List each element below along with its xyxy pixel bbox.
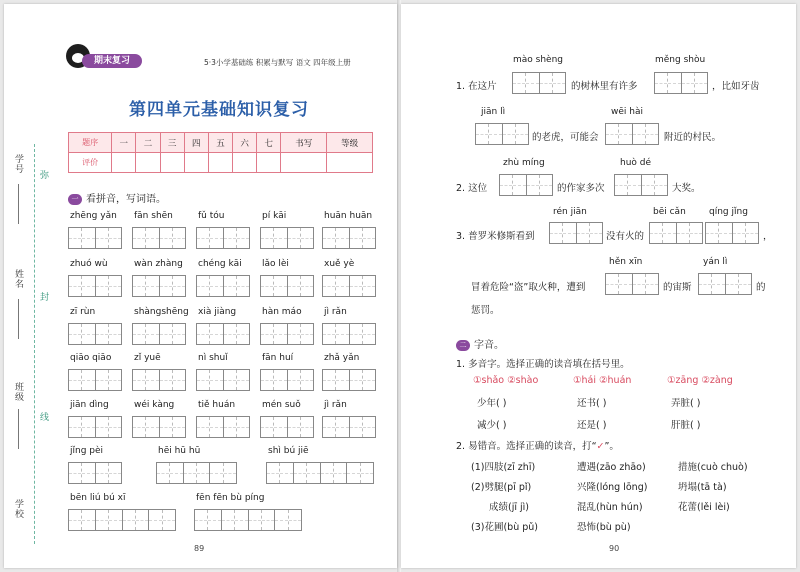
q-prompt-end: ”。 xyxy=(604,441,619,452)
pinyin: jiān dìng xyxy=(70,400,109,410)
polyphone-item[interactable]: 还书( ) xyxy=(577,398,607,409)
pinyin: hēi hū hū xyxy=(158,446,201,456)
polyphone-item[interactable]: 减少( ) xyxy=(477,420,507,431)
table-header-cell: 六 xyxy=(233,133,257,153)
answer-grid[interactable] xyxy=(132,323,186,345)
answer-grid[interactable] xyxy=(68,323,122,345)
pinyin: fān huí xyxy=(262,353,294,363)
section-1-heading xyxy=(68,190,166,205)
table-header-cell: 二 xyxy=(136,133,160,153)
pinyin: wéi kàng xyxy=(134,400,175,410)
section-number: 一 xyxy=(68,194,82,205)
polyphone-item[interactable]: 弄脏( ) xyxy=(671,398,701,409)
section-2-heading xyxy=(456,336,504,351)
pinyin: nì shuǐ xyxy=(198,353,228,363)
pinyin: wàn zhàng xyxy=(134,259,183,269)
check-icon: ✓ xyxy=(596,441,605,452)
pinyin: qiāo qiāo xyxy=(70,353,112,363)
pinyin: mén suǒ xyxy=(262,400,301,410)
strip-label-name: 姓名 xyxy=(13,269,23,289)
table-header-cell: 书写 xyxy=(281,133,327,153)
answer-grid[interactable] xyxy=(68,462,122,484)
answer-grid[interactable] xyxy=(549,222,603,244)
pinyin: zhēng yǎn xyxy=(70,211,117,221)
pronunciation-item[interactable]: 措施(cuò chuò) xyxy=(678,462,748,473)
answer-grid[interactable] xyxy=(614,174,668,196)
question-text: ， xyxy=(763,231,773,242)
question-text: 3. 普罗米修斯看到 xyxy=(456,231,535,242)
answer-grid[interactable] xyxy=(68,369,122,391)
answer-grid[interactable] xyxy=(322,323,376,345)
seal-line xyxy=(34,144,35,544)
pronunciation-item[interactable]: 恐怖(bù pù) xyxy=(577,522,631,533)
answer-grid[interactable] xyxy=(196,416,250,438)
pinyin: bēn liú bú xī xyxy=(70,493,126,503)
question-text: 的树林里有许多 xyxy=(571,81,638,92)
answer-grid[interactable] xyxy=(260,369,314,391)
answer-grid[interactable] xyxy=(260,227,314,249)
answer-grid[interactable] xyxy=(512,72,566,94)
question-text: 没有火的 xyxy=(606,231,645,242)
answer-grid[interactable] xyxy=(260,416,314,438)
pronunciation-item[interactable]: 兴隆(lóng lōng) xyxy=(577,482,648,493)
pinyin: jiān lì xyxy=(481,107,506,117)
reading-options: ①hái ②huán xyxy=(573,375,632,386)
answer-grid[interactable] xyxy=(698,273,752,295)
pinyin: hàn máo xyxy=(262,307,302,317)
polyphone-item[interactable]: 肝脏( ) xyxy=(671,420,701,431)
answer-grid[interactable] xyxy=(132,275,186,297)
question-text: 附近的村民。 xyxy=(664,132,722,143)
pronunciation-item[interactable]: (1)四肢(zī zhī) xyxy=(471,462,536,473)
page-number: 89 xyxy=(194,544,205,553)
section-number: 二 xyxy=(456,340,470,351)
answer-grid[interactable] xyxy=(322,369,376,391)
question-text: 冒着危险“盗”取火种，遭到 xyxy=(471,282,586,293)
answer-grid[interactable] xyxy=(68,275,122,297)
table-header-label: 题序 xyxy=(69,133,112,153)
q-prompt: 2. 易错音。选择正确的读音，打“ xyxy=(456,441,597,452)
pinyin: zǐ yuē xyxy=(134,353,161,363)
answer-grid[interactable] xyxy=(260,275,314,297)
pinyin: fēn fēn bù píng xyxy=(196,493,265,503)
score-cell[interactable] xyxy=(257,153,281,173)
answer-grid[interactable] xyxy=(654,72,708,94)
question-text: 的作家多次 xyxy=(557,183,605,194)
review-badge xyxy=(66,38,144,70)
strip-label-class: 班级 xyxy=(13,382,23,402)
answer-grid[interactable] xyxy=(196,275,250,297)
table-header-cell: 四 xyxy=(184,133,208,153)
pinyin: pí kāi xyxy=(262,211,287,221)
score-cell[interactable] xyxy=(281,153,327,173)
pinyin: zhǎ yǎn xyxy=(324,353,360,363)
pinyin: xià jiàng xyxy=(198,307,237,317)
table-header-cell: 五 xyxy=(208,133,232,153)
pinyin: yán lì xyxy=(703,257,728,267)
answer-grid[interactable] xyxy=(322,227,376,249)
seal-mark-1: 弥 xyxy=(38,170,48,179)
pinyin: zhù míng xyxy=(503,158,545,168)
polyphone-item[interactable]: 还是( ) xyxy=(577,420,607,431)
pinyin: fān shēn xyxy=(134,211,173,221)
answer-grid[interactable] xyxy=(132,227,186,249)
pinyin: huān huān xyxy=(324,211,373,221)
answer-grid[interactable] xyxy=(475,123,529,145)
reading-options: ①zāng ②zàng xyxy=(667,375,733,386)
right-page xyxy=(401,4,796,568)
answer-grid[interactable] xyxy=(194,509,302,531)
section-title: 看拼音，写词语。 xyxy=(86,194,166,205)
question-text: 2. 这位 xyxy=(456,183,488,194)
score-cell[interactable] xyxy=(112,153,136,173)
answer-grid[interactable] xyxy=(605,273,659,295)
table-header-cell: 一 xyxy=(112,133,136,153)
answer-grid[interactable] xyxy=(68,227,122,249)
pinyin: jǐng pèi xyxy=(70,446,104,456)
pinyin: měng shòu xyxy=(655,55,706,65)
question-text: 的 xyxy=(756,282,766,293)
pinyin: bēi cǎn xyxy=(653,207,686,217)
pronunciation-item[interactable]: 遭遇(zāo zhāo) xyxy=(577,462,646,473)
question-text: 1. 在这片 xyxy=(456,81,497,92)
pinyin: mào shèng xyxy=(513,55,563,65)
answer-grid[interactable] xyxy=(266,462,374,484)
pinyin: huò dé xyxy=(620,158,652,168)
pinyin: jì rǎn xyxy=(324,400,347,410)
score-cell[interactable] xyxy=(233,153,257,173)
table-header-cell: 三 xyxy=(160,133,184,153)
table-header-cell: 七 xyxy=(257,133,281,153)
pinyin: tiě huán xyxy=(198,400,236,410)
question-text: ，比如牙齿 xyxy=(712,81,760,92)
score-cell[interactable] xyxy=(208,153,232,173)
question-text: 大奖。 xyxy=(672,183,701,194)
badge-label: 期末复习 xyxy=(82,54,142,68)
pinyin: rén jiān xyxy=(553,207,587,217)
pronunciation-item[interactable]: 成绩(jī jì) xyxy=(489,502,529,513)
answer-grid[interactable] xyxy=(322,416,376,438)
answer-grid[interactable] xyxy=(156,462,237,484)
answer-grid[interactable] xyxy=(196,227,250,249)
table-row-label: 评价 xyxy=(69,153,112,173)
strip-label-number: 学号 xyxy=(13,154,23,174)
title-unit: 第四单元 xyxy=(129,100,201,120)
score-cell[interactable] xyxy=(327,153,373,173)
score-cell[interactable] xyxy=(136,153,160,173)
pinyin: wēi hài xyxy=(611,107,643,117)
answer-grid[interactable] xyxy=(68,509,176,531)
pinyin: qíng jǐng xyxy=(709,207,748,217)
score-cell[interactable] xyxy=(184,153,208,173)
polyphone-item[interactable]: 少年( ) xyxy=(477,398,507,409)
answer-grid[interactable] xyxy=(605,123,659,145)
pinyin: zhuó wù xyxy=(70,259,108,269)
pinyin: lǎo lèi xyxy=(262,259,289,269)
reading-options: ①shǎo ②shào xyxy=(473,375,539,386)
answer-grid[interactable] xyxy=(649,222,703,244)
seal-mark-3: 线 xyxy=(38,412,48,421)
pronunciation-item[interactable]: (3)花圃(bù pǔ) xyxy=(471,522,538,533)
strip-label-school: 学校 xyxy=(13,499,23,519)
pinyin: xuě yè xyxy=(324,259,355,269)
pronunciation-item[interactable]: 坍塌(tā tà) xyxy=(678,482,727,493)
question-text: 的老虎，可能会 xyxy=(532,132,599,143)
pinyin: hěn xīn xyxy=(609,257,643,267)
title-text: 基础知识复习 xyxy=(201,100,309,120)
answer-grid[interactable] xyxy=(260,323,314,345)
score-cell[interactable] xyxy=(160,153,184,173)
pronunciation-item[interactable]: 混乱(hùn hún) xyxy=(577,502,643,513)
pronunciation-item[interactable]: 花蕾(lěi lèi) xyxy=(678,502,730,513)
binding-strip xyxy=(4,4,48,568)
answer-grid[interactable] xyxy=(68,416,122,438)
pinyin: zī rùn xyxy=(70,307,96,317)
pinyin: shàngshēng xyxy=(134,307,189,317)
question-text: 的宙斯 xyxy=(663,282,692,293)
seal-mark-2: 封 xyxy=(38,292,48,301)
left-page xyxy=(4,4,397,568)
answer-grid[interactable] xyxy=(132,369,186,391)
answer-grid[interactable] xyxy=(705,222,759,244)
question-text xyxy=(456,438,619,452)
answer-grid[interactable] xyxy=(322,275,376,297)
answer-grid[interactable] xyxy=(499,174,553,196)
answer-grid[interactable] xyxy=(196,369,250,391)
pinyin: jì rǎn xyxy=(324,307,347,317)
pinyin: fǔ tóu xyxy=(198,211,225,221)
table-header-cell: 等级 xyxy=(327,133,373,153)
section-title: 字音。 xyxy=(474,340,504,351)
score-table xyxy=(68,132,373,173)
answer-grid[interactable] xyxy=(196,323,250,345)
question-text: 1. 多音字。选择正确的读音填在括号里。 xyxy=(456,359,630,370)
pronunciation-item[interactable]: (2)劈腿(pī pǐ) xyxy=(471,482,532,493)
answer-grid[interactable] xyxy=(132,416,186,438)
question-text: 惩罚。 xyxy=(471,305,500,316)
running-header: 5·3小学基础练 积累与默写 语文 四年级上册 xyxy=(204,58,351,67)
page-title xyxy=(129,95,309,120)
page-number: 90 xyxy=(609,544,620,553)
pinyin: chéng kāi xyxy=(198,259,242,269)
pinyin: shì bú jiē xyxy=(268,446,309,456)
